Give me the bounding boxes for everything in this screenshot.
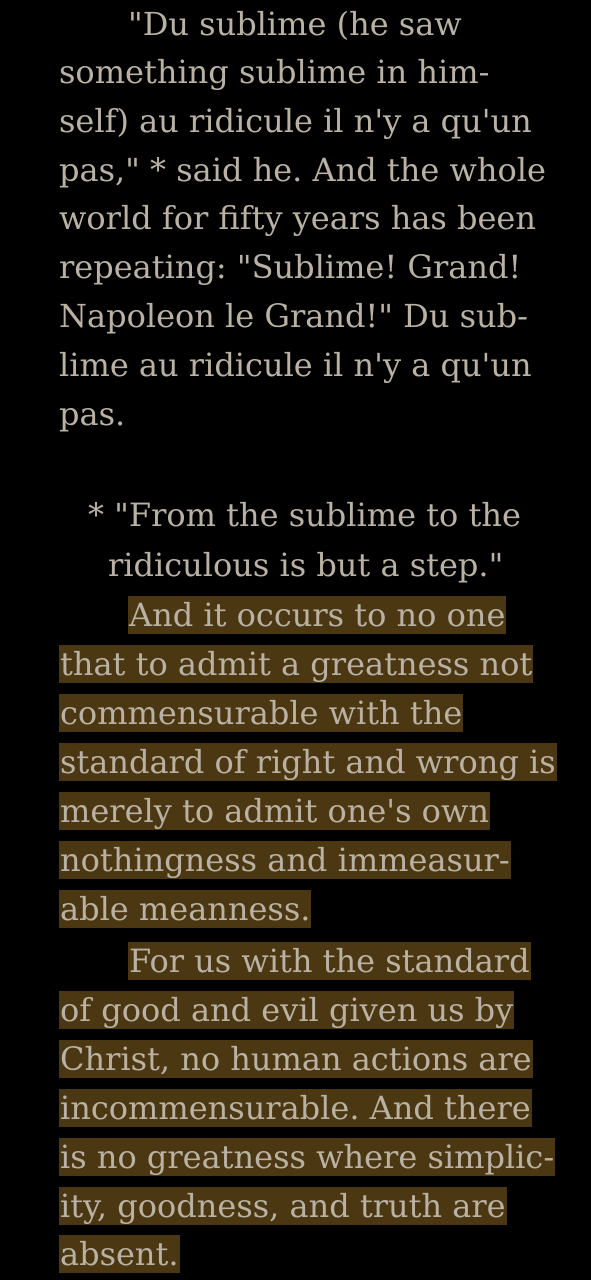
highlighted-line[interactable] xyxy=(59,1084,532,1132)
highlight: ity, goodness, and truth are xyxy=(60,1187,506,1225)
text-line: Napoleon le Grand!" Du sub- xyxy=(59,297,528,335)
highlighted-line[interactable] xyxy=(59,1133,555,1181)
highlighted-line[interactable] xyxy=(59,787,490,835)
highlight: nothingness and immeasur- xyxy=(60,841,510,879)
text-line: something sublime in him- xyxy=(59,53,490,91)
highlight: standard of right and wrong is xyxy=(60,743,556,781)
highlight: absent. xyxy=(60,1235,179,1273)
text-line: world for fifty years has been xyxy=(59,199,536,237)
highlight: of good and evil given us by xyxy=(60,991,514,1029)
highlight: Christ, no human actions are xyxy=(60,1040,532,1078)
text-line: repeating: "Sublime! Grand! xyxy=(59,248,522,286)
highlighted-line[interactable] xyxy=(128,937,531,985)
highlighted-line[interactable] xyxy=(59,1182,507,1230)
highlighted-line[interactable] xyxy=(59,1230,180,1278)
highlighted-line[interactable] xyxy=(59,836,511,884)
highlighted-line[interactable] xyxy=(128,591,506,639)
footnote-line: * "From the sublime to the xyxy=(88,496,521,534)
highlighted-line[interactable] xyxy=(59,738,557,786)
highlighted-line[interactable] xyxy=(59,640,533,688)
highlighted-line[interactable] xyxy=(59,689,463,737)
highlight: merely to admit one's own xyxy=(60,792,489,830)
text-line: self) au ridicule il n'y a qu'un xyxy=(59,102,532,140)
highlight: And it occurs to no one xyxy=(129,596,506,634)
footnote-line: ridiculous is but a step." xyxy=(108,546,504,584)
text-line: "Du sublime (he saw xyxy=(128,5,462,43)
text-line: lime au ridicule il n'y a qu'un xyxy=(59,346,532,384)
highlighted-line[interactable] xyxy=(59,986,514,1034)
highlight: For us with the standard xyxy=(129,942,530,980)
text-line: pas," * said he. And the whole xyxy=(59,151,546,189)
text-line: pas. xyxy=(59,395,126,433)
highlight: commensurable with the xyxy=(60,694,463,732)
highlight: is no greatness where simplic- xyxy=(60,1138,555,1176)
highlight: incommensurable. And there xyxy=(60,1089,531,1127)
highlight: that to admit a greatness not xyxy=(60,645,533,683)
highlighted-line[interactable] xyxy=(59,1035,533,1083)
highlight: able meanness. xyxy=(60,890,311,928)
highlighted-line[interactable] xyxy=(59,885,311,933)
